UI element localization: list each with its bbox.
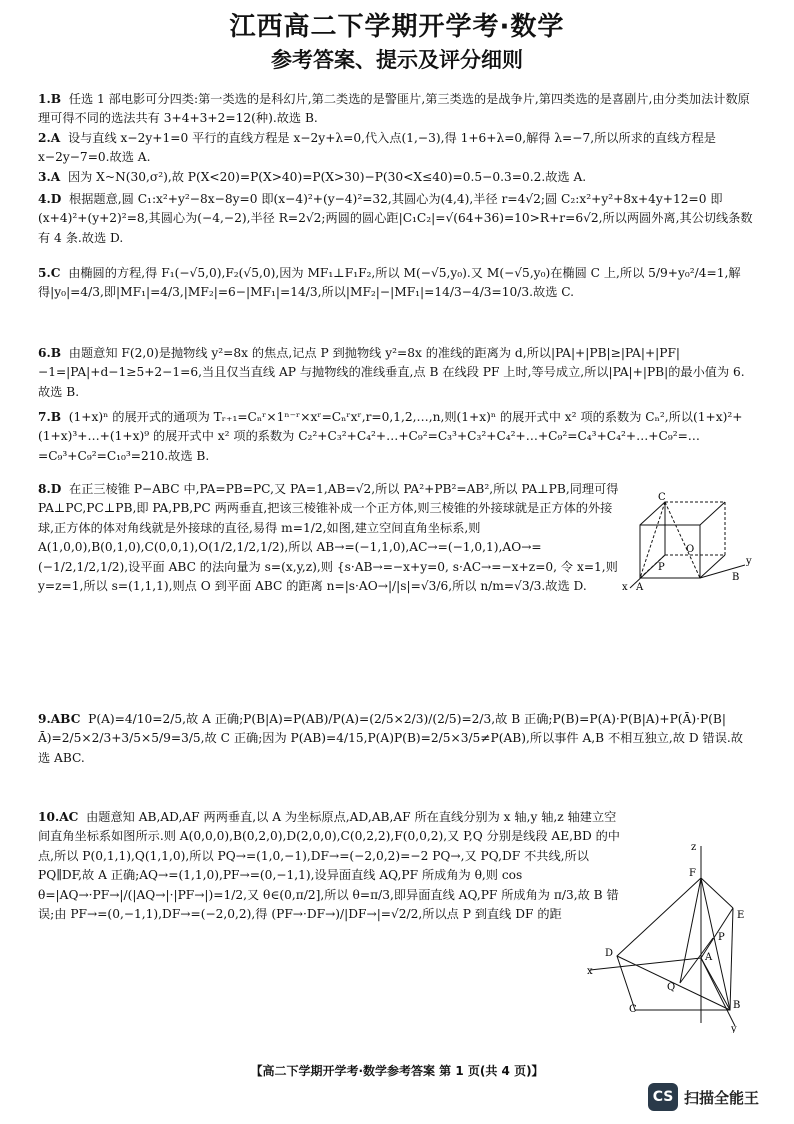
q10-label-Q: Q xyxy=(667,982,676,993)
polyhedron-figure-q10 xyxy=(585,838,760,1033)
q8-label-A: A xyxy=(636,582,644,593)
q10-label-F: F xyxy=(689,868,696,879)
q10-label-D: D xyxy=(605,948,614,959)
q8-label-P: P xyxy=(658,562,665,573)
scanner-watermark xyxy=(648,1083,759,1111)
answer-2: 2.A 设与直线 x−2y+1=0 平行的直线方程是 x−2y+λ=0,代入点(1,−3),得 1+6+λ=0,解得 λ=−7,所以所求的直线方程是 x−2y−7=0.故选 A. xyxy=(38,131,716,165)
camscanner-label: 扫描全能王 xyxy=(684,1088,760,1107)
page-title: 江西高二下学期开学考·数学 xyxy=(229,12,565,42)
answer-6: 6.B 由题意知 F(2,0)是抛物线 y²=8x 的焦点,记点 P 到抛物线 y²=8x 的准线的距离为 d,所以|PA|+|PB|≥|PA|+|PF|−1=|PA|+d−1≥5+2−1=6,当且仅当直线 AP 与抛物线的准线垂直,点 B 在线段 PF 上时,等号成立,所以|PA|+|PB|的最小值为 6.故选 B. xyxy=(38,346,745,399)
q10-label-E: E xyxy=(737,910,745,921)
answer-1: 1.B 任选 1 部电影可分四类:第一类选的是科幻片,第二类选的是警匪片,第三类选的是战争片,第四类选的是喜剧片,由分类加法计数原理可得不同的选法共有 3+4+3+2=12(种).故选 B. xyxy=(38,92,750,126)
answer-3: 3.A 因为 X~N(30,σ²),故 P(X<20)=P(X>40)=P(X>30)−P(30<X≤40)=0.5−0.3=0.2.故选 A. xyxy=(38,170,587,184)
q10-label-P: P xyxy=(718,932,725,943)
answer-9: 9.ABC P(A)=4/10=2/5,故 A 正确;P(B|A)=P(AB)/P(A)=(2/5×2/3)/(2/5)=2/3,故 B 正确;P(B)=P(A)·P(B|A)+P(Ā)·P(B|Ā)=2/5×2/3+3/5×5/9=3/5,故 C 正确;因为 P(AB)=4/15,P(A)P(B)=2/5×3/5≠P(AB),所以事件 A,B 不相互独立,故 D 错误.故选 ABC. xyxy=(38,712,743,765)
page-subtitle: 参考答案、提示及评分细则 xyxy=(271,48,523,72)
answer-4: 4.D 根据题意,圆 C₁:x²+y²−8x−8y=0 即(x−4)²+(y−4)²=32,其圆心为(4,4),半径 r=4√2;圆 C₂:x²+y²+8x+4y+12=0 即(x+4)²+(y+2)²=8,其圆心为(−4,−2),半径 R=2√2;两圆的圆心距|C₁C₂|=√(64+36)=10>R+r=6√2,所以两圆外离,其公切线条数有 4 条.故选 D. xyxy=(38,192,753,245)
page-footer: 【高二下学期开学考·数学参考答案 第 1 页(共 4 页)】 xyxy=(250,1064,544,1078)
y-axis xyxy=(701,958,735,1026)
answer-10: 10.AC 由题意知 AB,AD,AF 两两垂直,以 A 为坐标原点,AD,AB,AF 所在直线分别为 x 轴,y 轴,z 轴建立空间直角坐标系如图所示.则 A(0,0,0),B(0,2,0),D(2,0,0),C(0,2,2),F(0,0,2),又 P,Q 分别是线段 AE,BD 的中点,所以 P(0,1,1),Q(1,1,0),所以 PQ→=(1,0,−1),DF→=(−2,0,2)=−2 PQ→,又 PQ,DF 不共线,所以 PQ∥DF,故 A 正确;AQ→=(1,1,0),PF→=(0,−1,1),设异面直线 AQ,PF 所成角为 θ,则 cos θ=|AQ→·PF→|/(|AQ→|·|PF→|)=1/2,又 θ∈(0,π/2],所以 θ=π/3,即异面直线 AQ,PF 所成角为 π/3,故 B 错误;由 PF→=(0,−1,1),DF→=(−2,0,2),得 (PF→·DF→)/|DF→|=√2/2,所以点 P 到直线 DF 的距 xyxy=(38,810,620,922)
q10-label-B: B xyxy=(733,1000,741,1011)
q10-label-x: x xyxy=(587,966,593,977)
cube-figure-q8 xyxy=(620,490,755,595)
q8-label-O: O xyxy=(686,544,695,555)
camscanner-logo: CS xyxy=(648,1083,678,1111)
answer-7: 7.B (1+x)ⁿ 的展开式的通项为 Tᵣ₊₁=Cₙʳ×1ⁿ⁻ʳ×xʳ=Cₙʳxʳ,r=0,1,2,…,n,则(1+x)ⁿ 的展开式中 x² 项的系数为 Cₙ²,所以(1+x)²+(1+x)³+…+(1+x)⁹ 的展开式中 x² 项的系数为 C₂²+C₃²+C₄²+…+C₉²=C₃³+C₃²+C₄²+…+C₉²=C₄³+C₄²+…+C₉²=…=C₉³+C₉²=C₁₀³=210.故选 B. xyxy=(38,410,743,463)
q10-label-C: C xyxy=(629,1004,637,1015)
answer-5: 5.C 由椭圆的方程,得 F₁(−√5,0),F₂(√5,0),因为 MF₁⊥F₁F₂,所以 M(−√5,y₀).又 M(−√5,y₀)在椭圆 C 上,所以 5/9+y₀²/4=1,解得|y₀|=4/3,即|MF₁|=4/3,|MF₂|=6−|MF₁|=14/3,所以|MF₂|−|MF₁|=14/3−4/3=10/3.故选 C. xyxy=(38,266,741,300)
q8-label-B: B xyxy=(732,572,740,583)
q8-label-y: y xyxy=(746,556,752,567)
q8-label-x: x xyxy=(622,582,628,593)
q10-label-A: A xyxy=(705,952,713,963)
answer-8: 8.D 在正三棱锥 P−ABC 中,PA=PB=PC,又 PA=1,AB=√2,所以 PA²+PB²=AB²,所以 PA⊥PB,同理可得 PA⊥PC,PC⊥PB,即 PA,PB,PC 两两垂直,把该三棱锥补成一个正方体,则三棱锥的外接球就是正方体的外接球,正方体的体对角线就是外接球的直径,易得 m=1/2,如图,建立空间直角坐标系,则 A(1,0,0),B(0,1,0),C(0,0,1),O(1/2,1/2,1/2),所以 AB→=(−1,1,0),AC→=(−1,0,1),AO→=(−1/2,1/2,1/2),设平面 ABC 的法向量为 s=(x,y,z),则 {s·AB→=−x+y=0, s·AC→=−x+z=0, 令 x=1,则 y=z=1,所以 s=(1,1,1),则点 O 到平面 ABC 的距离 n=|s·AO→|/|s|=√3/6,所以 n/m=√3/3.故选 D. xyxy=(38,482,619,594)
q8-label-C: C xyxy=(658,492,666,503)
q10-label-y: y xyxy=(731,1024,737,1033)
q10-label-z: z xyxy=(691,842,697,853)
